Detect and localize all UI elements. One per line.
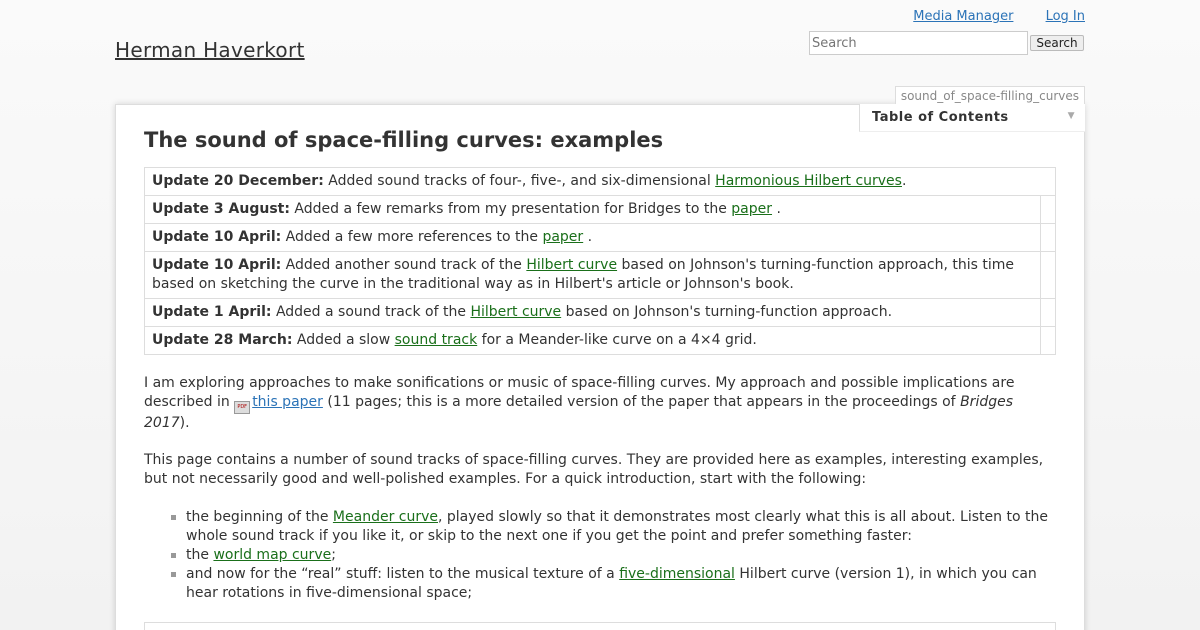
list-text: and now for the “real” stuff: listen to the musical texture of a: [186, 566, 620, 582]
quick-intro-list: [186, 508, 1056, 603]
update-row: [145, 327, 1056, 355]
search-button[interactable]: Search: [1030, 35, 1084, 51]
update-label: Update 10 April:: [152, 257, 282, 273]
chevron-down-icon: ▼: [1067, 111, 1075, 121]
update-text: Added a sound track of the: [271, 304, 471, 320]
search-form: [809, 31, 1084, 55]
intro-text: I am exploring approaches to make sonifications or music of space-filling curves. My approach and possible implications are described in: [144, 375, 1015, 410]
update-link[interactable]: paper: [731, 201, 773, 217]
list-item: [186, 508, 1056, 546]
update-label: Update 3 August:: [152, 201, 290, 217]
update-link[interactable]: Hilbert curve: [526, 257, 618, 273]
update-label: Update 10 April:: [152, 229, 282, 245]
empty-cell: [1041, 299, 1056, 327]
intro-text: ).: [179, 415, 190, 431]
update-label: Update 1 April:: [152, 304, 272, 320]
update-row: [145, 252, 1056, 299]
description-paragraph: This page contains a number of sound tracks of space-filling curves. They are provided here as examples, interesting examples, but not necessarily good and well-polished examples. For a quick introduction, start with the following:: [144, 452, 1044, 487]
empty-cell: [1041, 196, 1056, 224]
intro-text: (11 pages; this is a more detailed version of the paper that appears in the proceedings of: [322, 394, 961, 410]
update-text: .: [772, 201, 781, 217]
update-text: for a Meander-like curve on a 4×4 grid.: [477, 332, 757, 348]
update-text: based on Johnson's turning-function approach.: [561, 304, 893, 320]
list-link[interactable]: Meander curve: [332, 509, 438, 525]
list-text: the beginning of the: [186, 509, 333, 525]
list-item: [186, 546, 1056, 565]
top-links: [885, 9, 1085, 24]
update-text: Added a few more references to the: [281, 229, 543, 245]
update-text: Added another sound track of the: [281, 257, 527, 273]
update-cell: [145, 224, 1041, 252]
list-text: , played slowly so that it demonstrates most clearly what this is all about. Listen to the whole sound track if you like it, or skip to the next one if you get the point and prefer something faster:: [186, 509, 1048, 544]
update-text: Added a slow: [292, 332, 395, 348]
list-text: the: [186, 547, 214, 563]
update-label: Update 28 March:: [152, 332, 293, 348]
list-text: Hilbert curve (version 1), in which you can hear rotations in five-dimensional space;: [186, 566, 1037, 601]
media-manager-link[interactable]: Media Manager: [913, 9, 1014, 24]
updates-table: [144, 167, 1056, 355]
update-text: Added sound tracks of four-, five-, and six-dimensional: [323, 173, 716, 189]
update-row: [145, 168, 1056, 196]
list-item: [186, 565, 1056, 603]
update-link[interactable]: Harmonious Hilbert curves: [715, 173, 902, 189]
update-cell: [145, 196, 1041, 224]
update-text: Added a few remarks from my presentation for Bridges to the: [289, 201, 732, 217]
empty-cell: [1041, 224, 1056, 252]
table-of-contents-toggle[interactable]: [859, 104, 1085, 132]
pdf-icon: PDF: [234, 401, 250, 414]
toc-label: Table of Contents: [872, 110, 1009, 125]
update-text: .: [583, 229, 593, 245]
list-link[interactable]: world map curve: [213, 547, 332, 563]
list-link[interactable]: five-dimensional: [619, 566, 735, 582]
update-label: Update 20 December:: [152, 173, 324, 189]
login-link[interactable]: Log In: [1045, 9, 1085, 24]
empty-cell: [1041, 252, 1056, 299]
update-text: based on Johnson's turning-function approach, this time based on sketching the curve in the traditional way as in Hilbert's article or Johnson's book.: [152, 257, 1015, 292]
update-row: [145, 196, 1056, 224]
update-row: [145, 299, 1056, 327]
update-link[interactable]: paper: [542, 229, 584, 245]
intro-paragraph: [144, 374, 1056, 433]
update-cell: [145, 168, 1056, 196]
search-input[interactable]: [809, 31, 1028, 55]
list-text: ;: [331, 547, 336, 563]
proceedings-name: Bridges 2017: [144, 394, 1014, 431]
empty-cell: [1041, 327, 1056, 355]
site-title-link[interactable]: Herman Haverkort: [115, 38, 305, 62]
paper-pdf-link[interactable]: this paper: [252, 394, 323, 410]
content-box-partial: [144, 622, 1056, 630]
update-text: .: [901, 173, 907, 189]
update-cell: [145, 252, 1041, 299]
update-row: [145, 224, 1056, 252]
update-cell: [145, 327, 1041, 355]
page-id-tab: sound_of_space-filling_curves: [895, 86, 1085, 105]
update-cell: [145, 299, 1041, 327]
update-link[interactable]: sound track: [394, 332, 478, 348]
update-link[interactable]: Hilbert curve: [470, 304, 562, 320]
page-title: The sound of space-filling curves: examples: [144, 128, 664, 152]
